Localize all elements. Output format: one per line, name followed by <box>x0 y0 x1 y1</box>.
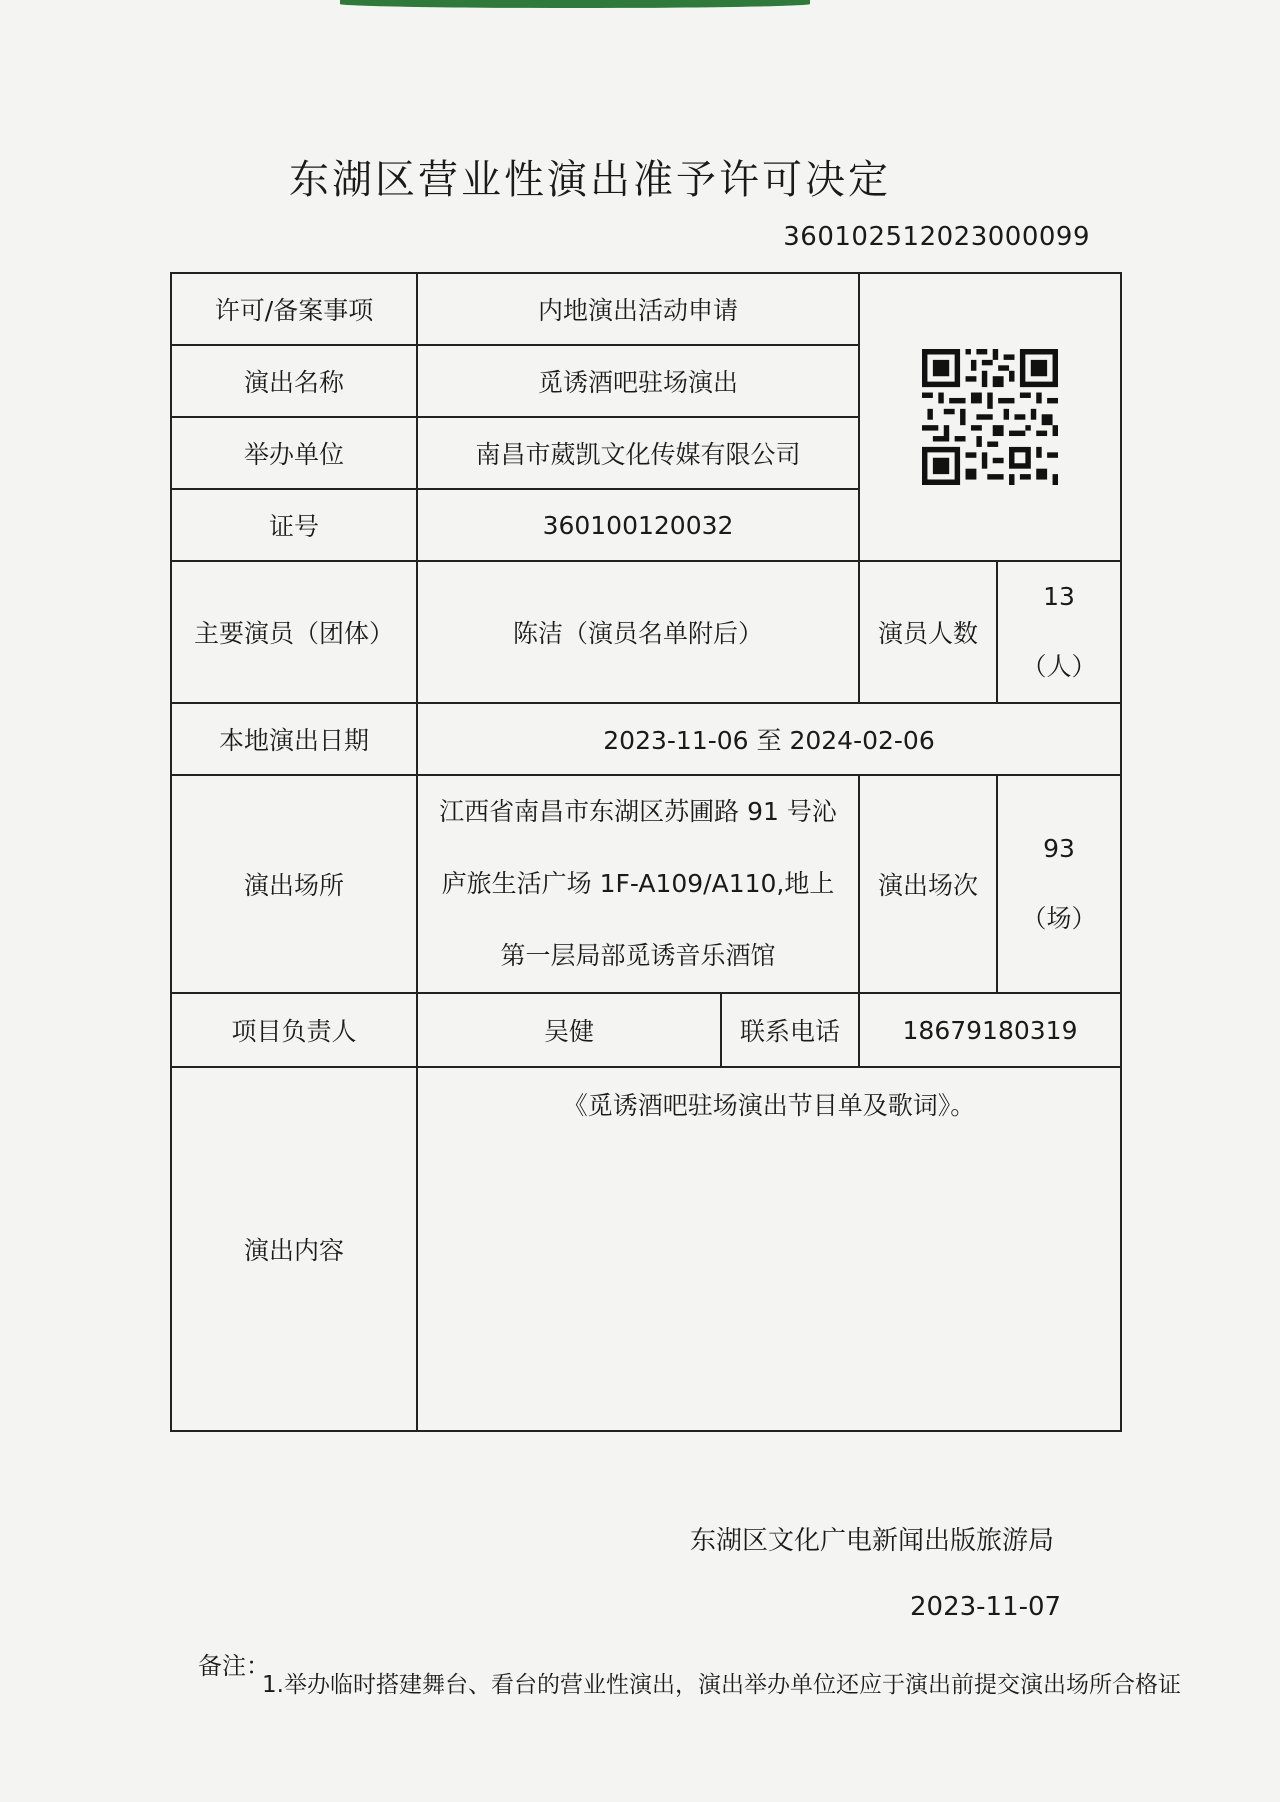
note-text: 1.举办临时搭建舞台、看台的营业性演出，演出举办单位还应于演出前提交演出场所合格证 <box>262 1672 1181 1698</box>
qr-code-cell <box>859 273 1121 561</box>
row-content <box>171 1067 1121 1431</box>
issuer-name: 东湖区文化广电新闻出版旅游局 <box>690 1526 1055 1556</box>
item-label: 许可/备案事项 <box>171 273 417 345</box>
row-manager <box>171 993 1121 1067</box>
shows-value: 93 <box>1043 834 1075 863</box>
organizer-label: 举办单位 <box>171 417 417 489</box>
shows-cell <box>997 775 1121 993</box>
date-value: 2023-11-06 至 2024-02-06 <box>417 703 1121 775</box>
venue-line-3: 第一层局部觅诱音乐酒馆 <box>500 941 776 970</box>
item-value: 内地演出活动申请 <box>417 273 859 345</box>
issue-date: 2023-11-07 <box>910 1592 1062 1622</box>
top-green-strip <box>340 0 810 8</box>
permit-table <box>170 272 1122 1432</box>
row-venue <box>171 775 1121 993</box>
cert-label: 证号 <box>171 489 417 561</box>
performers-value: 陈洁（演员名单附后） <box>417 561 859 703</box>
performer-count-label: 演员人数 <box>859 561 997 703</box>
content-value: 《觅诱酒吧驻场演出节目单及歌词》。 <box>417 1067 1121 1431</box>
qr-code <box>922 349 1058 485</box>
manager-value: 吴健 <box>417 993 721 1067</box>
name-label: 演出名称 <box>171 345 417 417</box>
note-label: 备注： <box>198 1652 270 1680</box>
phone-value: 18679180319 <box>859 993 1121 1067</box>
performer-count-unit: （人） <box>1021 652 1097 681</box>
row-date <box>171 703 1121 775</box>
venue-value <box>417 775 859 993</box>
shows-unit: （场） <box>1021 904 1097 933</box>
organizer-value: 南昌市葳凯文化传媒有限公司 <box>417 417 859 489</box>
performer-count-cell <box>997 561 1121 703</box>
manager-label: 项目负责人 <box>171 993 417 1067</box>
row-item <box>171 273 1121 345</box>
date-label: 本地演出日期 <box>171 703 417 775</box>
document-number: 360102512023000099 <box>783 222 1090 252</box>
document-title: 东湖区营业性演出准予许可决定 <box>289 157 891 203</box>
shows-label: 演出场次 <box>859 775 997 993</box>
cert-value: 360100120032 <box>417 489 859 561</box>
performer-count-value: 13 <box>1043 582 1075 611</box>
venue-line-2: 庐旅生活广场 1F-A109/A110,地上 <box>441 869 835 898</box>
performers-label: 主要演员（团体） <box>171 561 417 703</box>
venue-label: 演出场所 <box>171 775 417 993</box>
name-value: 觅诱酒吧驻场演出 <box>417 345 859 417</box>
venue-line-1: 江西省南昌市东湖区苏圃路 91 号沁 <box>439 797 837 826</box>
content-label: 演出内容 <box>171 1067 417 1431</box>
row-performers <box>171 561 1121 703</box>
phone-label: 联系电话 <box>721 993 859 1067</box>
